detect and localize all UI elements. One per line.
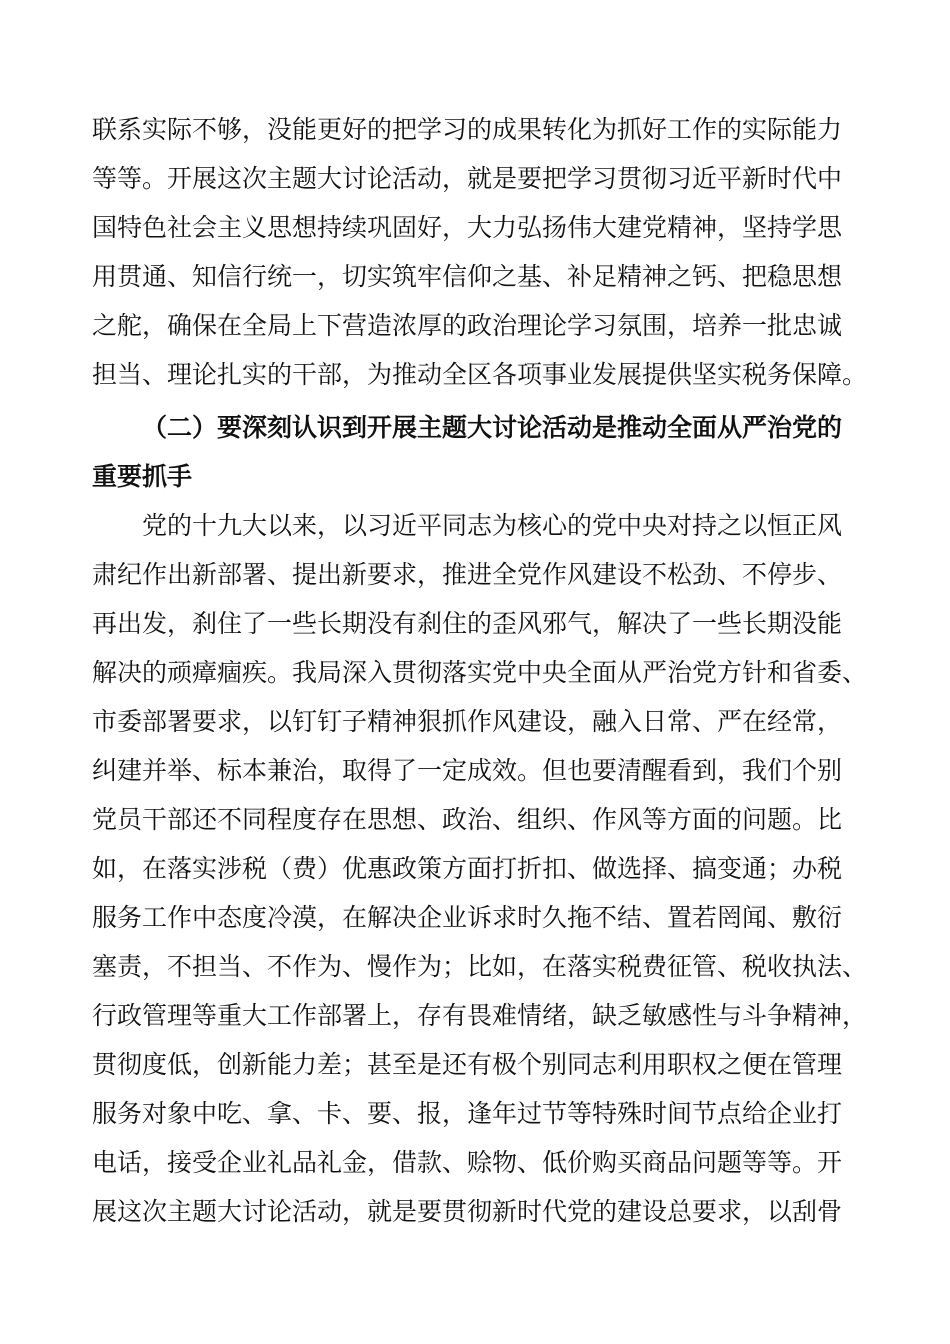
body-text-line: 市委部署要求，以钉钉子精神狠抓作风建设，融入日常、严在经常， — [92, 707, 843, 736]
body-text-line: 解决的顽瘴痼疾。我局深入贯彻落实党中央全面从严治党方针和省委、 — [92, 658, 868, 687]
section-heading-continued: 重要抓手 — [92, 462, 193, 491]
body-text-line: 之舵，确保在全局上下营造浓厚的政治理论学习氛围，培养一批忠诚 — [92, 311, 843, 340]
body-text-line: 担当、理论扎实的干部，为推动全区各项事业发展提供坚实税务保障。 — [92, 360, 868, 389]
body-text-line: 联系实际不够，没能更好的把学习的成果转化为抓好工作的实际能力 — [92, 115, 843, 144]
body-text-line: 用贯通、知信行统一，切实筑牢信仰之基、补足精神之钙、把稳思想 — [92, 262, 843, 291]
body-text-line: 肃纪作出新部署、提出新要求，推进全党作风建设不松劲、不停步、 — [92, 560, 843, 589]
body-text-line: 电话，接受企业礼品礼金，借款、赊物、低价购买商品问题等等。开 — [92, 1148, 843, 1177]
body-text-line: 展这次主题大讨论活动，就是要贯彻新时代党的建设总要求，以刮骨 — [92, 1197, 843, 1226]
body-text-line: 如，在落实涉税（费）优惠政策方面打折扣、做选择、搞变通；办税 — [92, 854, 843, 883]
body-text-line: 行政管理等重大工作部署上，存有畏难情绪，缺乏敏感性与斗争精神， — [92, 1001, 868, 1030]
body-text-line: 纠建并举、标本兼治，取得了一定成效。但也要清醒看到，我们个别 — [92, 756, 843, 785]
section-heading: （二）要深刻认识到开展主题大讨论活动是推动全面从严治党的 — [142, 413, 843, 442]
body-text-line: 国特色社会主义思想持续巩固好，大力弘扬伟大建党精神，坚持学思 — [92, 213, 843, 242]
body-text-line: 党员干部还不同程度存在思想、政治、组织、作风等方面的问题。比 — [92, 805, 843, 834]
body-text-line: 再出发，刹住了一些长期没有刹住的歪风邪气，解决了一些长期没能 — [92, 609, 843, 638]
paragraph-start: 党的十九大以来，以习近平同志为核心的党中央对持之以恒正风 — [142, 511, 843, 540]
body-text-line: 塞责，不担当、不作为、慢作为；比如，在落实税费征管、税收执法、 — [92, 952, 868, 981]
body-text-line: 服务对象中吃、拿、卡、要、报，逢年过节等特殊时间节点给企业打 — [92, 1099, 843, 1128]
body-text-line: 等等。开展这次主题大讨论活动，就是要把学习贯彻习近平新时代中 — [92, 164, 843, 193]
body-text-line: 贯彻度低，创新能力差；甚至是还有极个别同志利用职权之便在管理 — [92, 1050, 843, 1079]
body-text-line: 服务工作中态度冷漠，在解决企业诉求时久拖不结、置若罔闻、敷衍 — [92, 903, 843, 932]
